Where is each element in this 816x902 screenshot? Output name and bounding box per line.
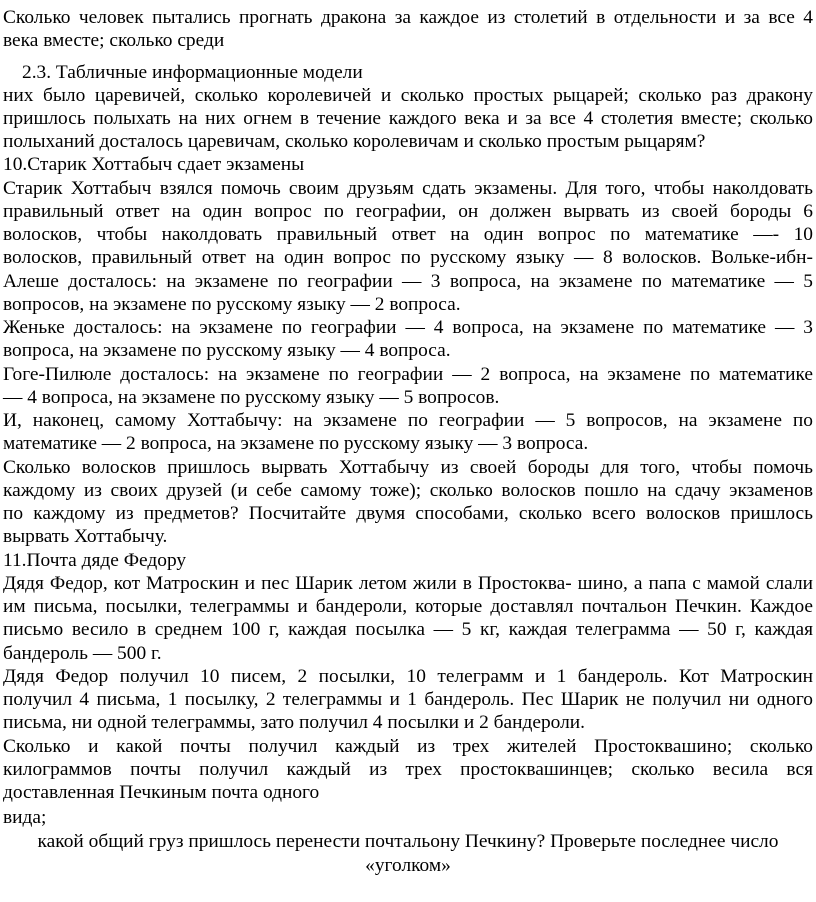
line-10: волосков, чтобы наколдовать правильный ответ на один вопрос по математике —- 10 — [3, 224, 813, 245]
line-8: Старик Хоттабыч взялся помочь своим друзьям сдать экзамены. Для того, чтобы наколдовать — [3, 178, 813, 199]
line-29: Дядя Федор получил 10 писем, 2 посылки, 10 телеграмм и 1 бандероль. Кот Матроскин — [3, 666, 813, 687]
line-31: письма, ни одной телеграммы, зато получил 4 посылки и 2 бандероли. — [3, 712, 585, 733]
line-2: века вместе; сколько среди — [3, 30, 225, 51]
task-11-title: 11.Почта дяде Федору — [3, 550, 187, 571]
line-27: письмо весило в среднем 100 г, каждая посылка — 5 кг, каждая телеграмма — 50 г, каждая — [3, 619, 813, 640]
line-11: волосков, правильный ответ на один вопрос по русскому языку — 8 волосков. Вольке-ибн- — [3, 247, 813, 268]
line-23: вырвать Хоттабычу. — [3, 526, 168, 547]
line-6: полыханий досталось царевичам, сколько королевичам и сколько простым рыцарям? — [3, 131, 706, 152]
line-4: них было царевичей, сколько королевичей и сколько простых рыцарей; сколько раз дракону — [3, 85, 813, 106]
task-10-title: 10.Старик Хоттабыч сдает экзамены — [3, 154, 305, 175]
line-12: Алеше досталось: на экзамене по географии — 3 вопроса, на экзамене по математике — 5 — [3, 271, 813, 292]
line-20: Сколько волосков пришлось вырвать Хоттабычу из своей бороды для того, чтобы помочь — [3, 457, 813, 478]
line-18: И, наконец, самому Хоттабычу: на экзамене по географии — 5 вопросов, на экзамене по — [3, 410, 813, 431]
line-26: им письма, посылки, телеграммы и бандероли, которые доставлял почтальон Печкин. Каждое — [3, 596, 813, 617]
line-34: доставленная Печкиным почта одного — [3, 782, 320, 803]
line-1: Сколько человек пытались прогнать дракона за каждое из столетий в отдельности и за все 4 — [3, 7, 813, 28]
line-35: вида; — [3, 807, 47, 828]
line-14: Женьке досталось: на экзамене по географии — 4 вопроса, на экзамене по математике — 3 — [3, 317, 813, 338]
line-32: Сколько и какой почты получил каждый из трех жителей Простоквашино; сколько — [3, 736, 813, 757]
line-36: какой общий груз пришлось перенести почтальону Печкину? Проверьте последнее число — [37, 831, 779, 852]
line-13: вопросов, на экзамене по русскому языку — 2 вопроса. — [3, 294, 461, 315]
line-9: правильный ответ на один вопрос по географии, он должен вырвать из своей бороды 6 — [3, 201, 813, 222]
line-17: — 4 вопроса, на экзамене по русскому языку — 5 вопросов. — [3, 387, 500, 408]
line-21: каждому из своих друзей (и себе самому тоже); сколько волосков пошло на сдачу экзаменов — [3, 480, 813, 501]
line-28: бандероль — 500 г. — [3, 643, 162, 664]
section-heading: 2.3. Табличные информационные модели — [22, 62, 363, 83]
line-5: пришлось полыхать на них огнем в течение каждого века и за все 4 столетия вместе; сколько — [3, 108, 813, 129]
line-16: Гоге-Пилюле досталось: на экзамене по географии — 2 вопроса, на экзамене по математике — [3, 364, 813, 385]
line-19: математике — 2 вопроса, на экзамене по русскому языку — 3 вопроса. — [3, 433, 589, 454]
line-33: килограммов почты получил каждый из трех простоквашинцев; сколько весила вся — [3, 759, 813, 780]
line-30: получил 4 письма, 1 посылку, 2 телеграммы и 1 бандероль. Пес Шарик не получил ни одного — [3, 689, 813, 710]
line-25: Дядя Федор, кот Матроскин и пес Шарик летом жили в Простоква- шино, а папа с мамой слали — [3, 573, 813, 594]
line-22: по каждому из предметов? Посчитайте двумя способами, сколько всего волосков пришлось — [3, 503, 813, 524]
line-15: вопроса, на экзамене по русскому языку — 4 вопроса. — [3, 340, 451, 361]
line-37: «уголком» — [365, 855, 451, 876]
